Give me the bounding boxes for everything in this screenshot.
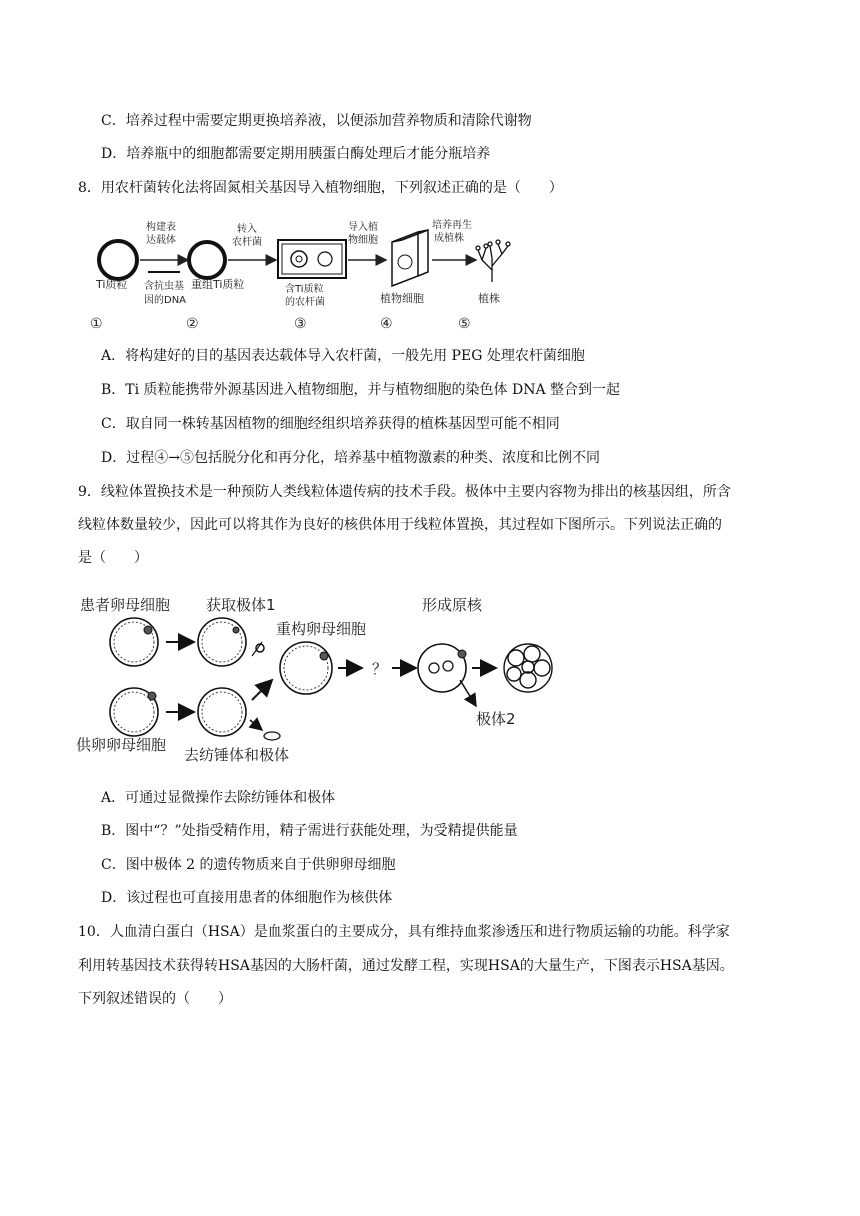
q7-option-d: D．培养瓶中的细胞都需要定期用胰蛋白酶处理后才能分瓶培养 bbox=[101, 146, 491, 162]
q9-stem-line3: 是（ ） bbox=[78, 550, 148, 566]
agro-box bbox=[278, 240, 346, 278]
enucleated-oocyte bbox=[198, 688, 246, 736]
q8-option-a: A．将构建好的目的基因表达载体导入农杆菌，一般先用 PEG 处理农杆菌细胞 bbox=[101, 348, 585, 364]
step-5: ⑤ bbox=[458, 316, 471, 332]
import-label-2: 物细胞 bbox=[348, 235, 378, 246]
step-1: ① bbox=[90, 316, 103, 332]
build-label-2: 达载体 bbox=[146, 235, 176, 246]
transfer-label-2: 农杆菌 bbox=[232, 237, 262, 248]
step-3: ③ bbox=[294, 316, 307, 332]
ti-plasmid-ring bbox=[99, 241, 137, 279]
q10-stem-line2: 利用转基因技术获得转HSA基因的大肠杆菌，通过发酵工程，实现HSA的大量生产，下图表示HSA基因。 bbox=[78, 958, 734, 974]
q10-stem-line1: 10．人血清白蛋白（HSA）是血浆蛋白的主要成分，具有维持血浆渗透压和进行物质运输的功能。科学家 bbox=[78, 924, 730, 940]
recomb-label: 重组Ti质粒 bbox=[191, 278, 245, 291]
transfer-label: 转入 bbox=[237, 224, 257, 235]
step-4: ④ bbox=[380, 316, 393, 332]
removed-spindle bbox=[264, 732, 280, 740]
morula bbox=[504, 644, 552, 692]
culture-label: 培养再生 bbox=[432, 220, 472, 231]
patient-oocyte bbox=[110, 618, 158, 666]
q10-stem-line3: 下列叙述错误的（ ） bbox=[78, 991, 232, 1007]
q9-figure bbox=[76, 590, 576, 770]
patient-oocyte-label: 患者卵母细胞 bbox=[80, 596, 171, 614]
q9-stem-line1: 9．线粒体置换技术是一种预防人类线粒体遗传病的技术手段。极体中主要内容物为排出的核基因组，所含 bbox=[78, 484, 731, 500]
q9-stem-line2: 线粒体数量较少，因此可以将其作为良好的核供体用于线粒体置换，其过程如下图所示。下列说法正确的 bbox=[78, 517, 722, 533]
plant-cell-cube bbox=[392, 230, 428, 286]
donor-oocyte-label: 供卵卵母细胞 bbox=[76, 736, 167, 754]
q9-option-d: D．该过程也可直接用患者的体细胞作为核供体 bbox=[101, 890, 393, 906]
agro-label-2: 的农杆菌 bbox=[285, 297, 325, 308]
recomb-plasmid-ring bbox=[189, 242, 225, 278]
pronucleus-oocyte bbox=[418, 644, 466, 692]
donor-oocyte bbox=[110, 688, 158, 736]
q9-option-a: A．可通过显微操作去除纺锤体和极体 bbox=[101, 790, 336, 806]
q8-option-d: D．过程④→⑤包括脱分化和再分化，培养基中植物激素的种类、浓度和比例不同 bbox=[101, 450, 600, 466]
gene-label-2: 因的DNA bbox=[144, 295, 187, 306]
q9-option-b: B．图中“？”处指受精作用，精子需进行获能处理，为受精提供能量 bbox=[101, 823, 518, 839]
step-2: ② bbox=[186, 316, 199, 332]
q8-option-b: B．Ti 质粒能携带外源基因进入植物细胞，并与植物细胞的染色体 DNA 整合到一起 bbox=[101, 382, 621, 398]
polar-body1-label: 获取极体1 bbox=[206, 596, 276, 614]
pronucleus-label: 形成原核 bbox=[422, 596, 483, 614]
plant-cell-label: 植物细胞 bbox=[380, 292, 424, 305]
polar-body1-oocyte bbox=[198, 618, 246, 666]
build-label: 构建表 bbox=[146, 222, 176, 233]
q8-stem: 8．用农杆菌转化法将固氮相关基因导入植物细胞，下列叙述正确的是（ ） bbox=[78, 180, 563, 196]
import-label: 导入植 bbox=[348, 222, 378, 233]
agro-label: 含Ti质粒 bbox=[285, 284, 324, 295]
polar-body2-label: 极体2 bbox=[476, 710, 516, 728]
remove-spindle-label: 去纺锤体和极体 bbox=[184, 746, 290, 764]
question-mark: ？ bbox=[372, 660, 388, 678]
q9-option-c: C．图中极体 2 的遗传物质来自于供卵卵母细胞 bbox=[101, 857, 396, 873]
reconstructed-oocyte bbox=[280, 642, 332, 694]
q8-option-c: C．取自同一株转基因植物的细胞经组织培养获得的植株基因型可能不相同 bbox=[101, 416, 560, 432]
plant-label: 植株 bbox=[478, 292, 500, 305]
culture-label-2: 成植株 bbox=[434, 233, 464, 244]
q8-figure bbox=[80, 210, 520, 335]
plant-drawing bbox=[476, 240, 510, 282]
recon-oocyte-label: 重构卵母细胞 bbox=[276, 620, 367, 638]
q7-option-c: C．培养过程中需要定期更换培养液，以便添加营养物质和清除代谢物 bbox=[101, 113, 532, 129]
gene-label: 含抗虫基 bbox=[144, 281, 184, 292]
ti-label: Ti质粒 bbox=[96, 278, 128, 291]
